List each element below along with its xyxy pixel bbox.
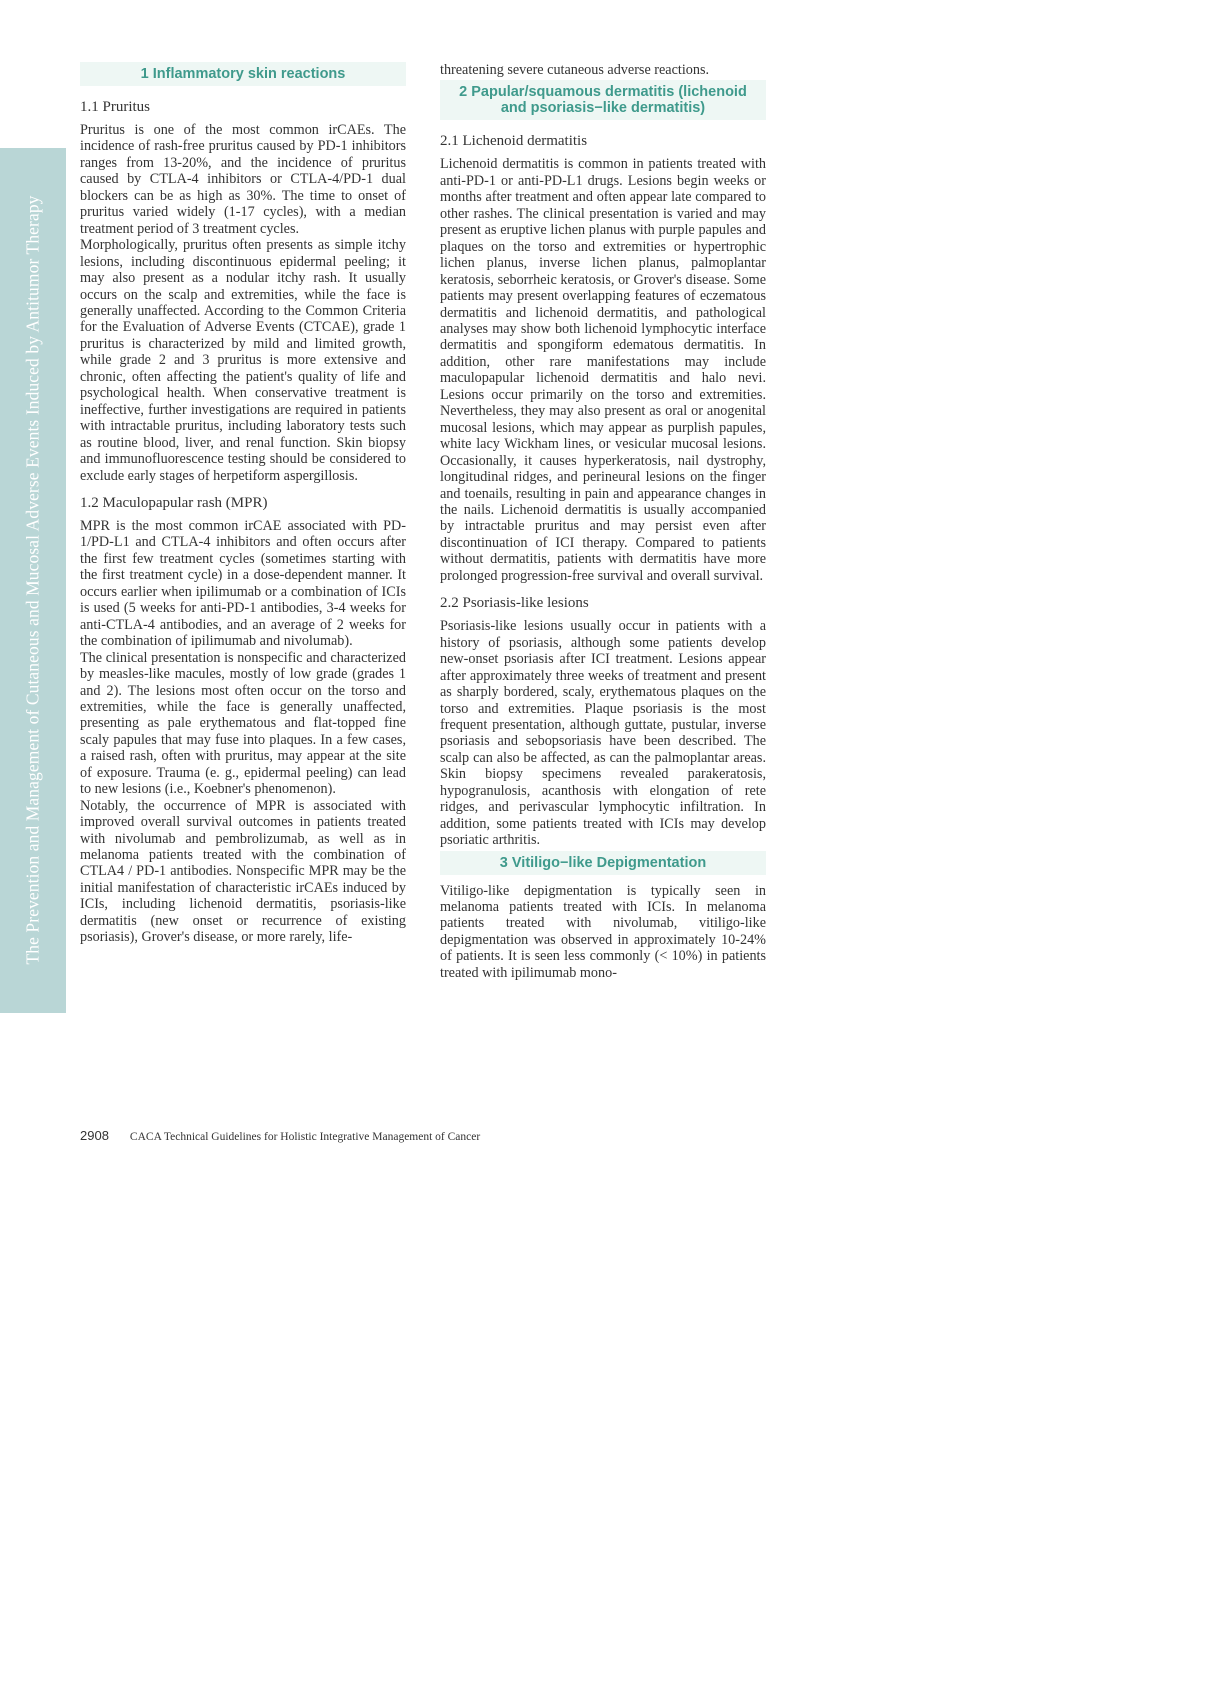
paragraph: Pruritus is one of the most common irCAEs. The incidence of rash-free pruritus caused by PD-1 inhibitors ranges from 13-20%, and the incidence of pruritus caused by CTLA-4 inhibitors or CTLA-4/PD-1 dual blockers can be as high as 30%. The time to onset of pruritus varied widely (1-17 cycles), with a median treatment period of 3 treatment cycles.: [80, 122, 406, 237]
running-title: CACA Technical Guidelines for Holistic Integrative Management of Cancer: [129, 1131, 481, 1143]
paragraph: The clinical presentation is nonspecific and characterized by measles-like macules, mostly of low grade (grades 1 and 2). The lesions most often occur on the torso and extremities, while the face is generally unaffected, presenting as pale erythematous and flat-topped fine scaly papules that may fuse into plaques. In a few cases, a raised rash, often with pruritus, may appear at the site of exposure. Trauma (e. g., epidermal peeling) can lead to new lesions (i.e., Koebner's phenomenon).: [80, 649, 406, 798]
side-banner: [0, 148, 66, 1013]
paragraph: Notably, the occurrence of MPR is associated with improved overall survival outcomes in patients treated with nivolumab and pembrolizumab, as well as in melanoma patients treated with the combination of CTLA4 / PD-1 antibodies. Nonspecific MPR may be the initial manifestation of characteristic irCAEs induced by ICIs, including lichenoid dermatitis, psoriasis-like dermatitis (new onset or recurrence of existing psoriasis), Grover's disease, or more rarely, life-: [80, 797, 406, 946]
paragraph: MPR is the most common irCAE associated with PD-1/PD-L1 and CTLA-4 inhibitors and often occurs after the first few treatment cycles (sometimes starting with the first treatment cycle) in a dose-dependent manner. It occurs earlier when ipilimumab or a combination of ICIs is used (5 weeks for anti-PD-1 antibodies, 3-4 weeks for anti-CTLA-4 antibodies, and an average of 2 weeks for the combination of ipilimumab and nivolumab).: [80, 517, 406, 650]
right-column: [440, 62, 766, 981]
paragraph: Vitiligo-like depigmentation is typically seen in melanoma patients treated with ICIs. In melanoma patients treated with nivolumab, vitiligo-like depigmentation was observed in approximately 10-24% of patients. It is seen less commonly (< 10%) in patients treated with ipilimumab mono-: [440, 882, 766, 981]
paragraph: Morphologically, pruritus often presents as simple itchy lesions, including discontinuous epidermal peeling; it may also present as a nodular itchy rash. It usually occurs on the scalp and extremities, while the face is generally unaffected. According to the Common Criteria for the Evaluation of Adverse Events (CTCAE), grade 1 pruritus is characterized by mild and limited growth, while grade 2 and 3 pruritus is more extensive and chronic, often affecting the patient's quality of life and psychological health. When conservative treatment is ineffective, further investigations are required in patients with intractable pruritus, including laboratory tests such as routine blood, liver, and renal function. Skin biopsy and immunofluorescence testing should be considered to exclude early stages of herpetiform aspergillosis.: [80, 237, 406, 484]
paragraph: Psoriasis-like lesions usually occur in patients with a history of psoriasis, although some patients develop new-onset psoriasis after ICI treatment. Lesions appear after approximately three weeks of treatment and present as sharply bordered, scaly, erythematous plaques on the torso and extremities. Plaque psoriasis is the most frequent presentation, although guttate, pustular, inverse psoriasis and sebopsoriasis have been described. The scalp can also be affected, as can the palmoplantar areas. Skin biopsy specimens revealed parakeratosis, hypogranulosis, acanthosis with elongation of rete ridges, and perivascular lymphocytic infiltration. In addition, some patients treated with ICIs may develop psoriatic arthritis.: [440, 618, 766, 849]
section-heading-inflammatory: 1 Inflammatory skin reactions: [80, 62, 406, 86]
side-banner-title: The Prevention and Management of Cutaneous and Mucosal Adverse Events Induced by Antitumor Therapy: [22, 195, 43, 965]
paragraph: Lichenoid dermatitis is common in patients treated with anti-PD-1 or anti-PD-L1 drugs. Lesions begin weeks or months after treatment and often appear late compared to other rashes. The clinical presentation is varied and may present as eruptive lichen planus with purple papules and plaques on the torso and extremities or hypertrophic lichen planus, inverse lichen planus, palmoplantar keratosis, seborrheic keratosis, or Grover's disease. Some patients may present overlapping features of eczematous dermatitis and lichenoid dermatitis, and pathological analyses may show both lichenoid lymphocytic interface dermatitis and spongiform edematous dermatitis. In addition, other rare manifestations may include maculopapular lichenoid dermatitis and halo nevi. Lesions occur primarily on the torso and extremities. Nevertheless, they may also present as oral or anogenital mucosal lesions, which may appear as purplish papules, white lacy Wickham lines, or vesicular mucosal lesions. Occasionally, it causes hyperkeratosis, nail dystrophy, longitudinal ridges, and perineural lesions on the finger and toenails, resulting in pain and appearance changes in the nails. Lichenoid dermatitis is usually accompanied by intractable pruritus and may persist even after discontinuation of ICI therapy. Compared to patients without dermatitis, patients with dermatitis have more prolonged progression-free survival and overall survival.: [440, 156, 766, 584]
left-column: [80, 62, 406, 946]
section-heading-vitiligo: 3 Vitiligo−like Depigmentation: [440, 851, 766, 875]
subheading-psoriasis: 2.2 Psoriasis-like lesions: [440, 595, 589, 612]
page-footer: [80, 1128, 480, 1144]
section-heading-line: and psoriasis−like dermatitis): [500, 100, 706, 117]
subheading-pruritus: 1.1 Pruritus: [80, 99, 151, 115]
section-heading-papular: [440, 80, 766, 120]
page-number: 2908: [80, 1128, 109, 1143]
subheading-mpr: 1.2 Maculopapular rash (MPR): [80, 494, 268, 511]
section-heading-line: 2 Papular/squamous dermatitis (lichenoid: [459, 84, 747, 101]
subheading-lichenoid: 2.1 Lichenoid dermatitis: [440, 133, 588, 150]
paragraph-continuation: threatening severe cutaneous adverse reactions.: [440, 62, 710, 78]
